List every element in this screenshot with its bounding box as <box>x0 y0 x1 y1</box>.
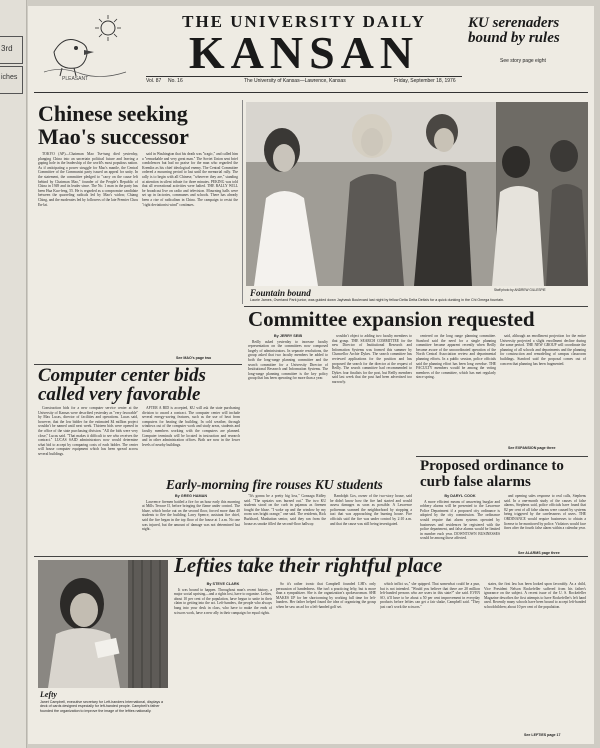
crowd-photo-icon <box>246 102 588 286</box>
article-text: AFTER A BID is accepted, KU will ask the state purchasing division to award a contract. The computer center will include several energy-saving features, such as the use of heat from computers for heating the building. In cold weather, through windows out of the computer work and study areas, students and faculty members working with the computers are planned. Computer terminals will be located in instruction and research and in other administration offices. Both are now in the lower levels of nearby buildings. <box>142 406 240 447</box>
lefties-column-2 <box>276 582 376 740</box>
lefty-photo <box>38 560 168 688</box>
lefty-photo-title: Lefty <box>40 690 57 699</box>
teaser-headline: KU serenaders bound by rules <box>468 15 560 46</box>
computer-column-1 <box>38 406 138 554</box>
article-text: said, although an enrollment projection for the entire University projected a slight enrollment decline during the same period. THE NEW GROUP will coordinate the planning of all schools and departments and the planning for construction and remodeling of campus classroom buildings. Stanford said the proposal comes out of concern that planning has been fragmented. <box>500 334 586 366</box>
article-text: which inflict us," she quipped. That somewhat could be a pun, but is not intended. "Would you believe that there are 20 million left-handed persons who are users in this state?" she said. EVEN SO, it'll have to be about a 50 per cent improvement in everyday products before lefties can get a fair shake, Campbell said. "They just can't work the scissors." <box>380 582 480 609</box>
newspaper-front-page <box>28 6 594 744</box>
fire-headline: Early-morning fire rouses KU students <box>166 477 383 492</box>
photo-title: Fountain bound <box>250 288 311 298</box>
masthead-divider <box>146 76 462 77</box>
computer-column-2 <box>142 406 240 476</box>
committee-column-3 <box>416 334 496 454</box>
article-text: states, the first law has been looked upon favorably. As a child, Vice President Nelson Rockefeller suffered from his father's ignorance on the subject. A recent issue of the U. S. Rockefeller Magazine describes the first attempts to have Rockefeller's left hand used. Recently many schools have been bound to accept left-handed schoolchildren; about 10 per cent of the population. <box>484 582 586 609</box>
article-text: It was bound to happen. Throughout man's recent history, a major social uprising—and a rights lost, have to organize. Lefties, about 10 per cent of the population, have begun to unite in their claim to getting into the act. Left-handers, the people who always bang into your desk in class, who have to make the ends of scissors work, have a new ally in their campaign for equal rights. <box>174 587 272 615</box>
fountain-photo <box>246 102 588 286</box>
adjacent-page-label: 3rd <box>1 44 13 53</box>
article-text: Construction bids for a new computer service center at the University of Kansas were described yesterday as "very favorable" by Max Lucas, director of facilities and operations. Lucas said, however, that the low bidder for the estimated $4 million project wouldn't be named until next week. Thirteen bids were opened in the office of the state purchasing division. "All the bids were very close," Lucas said. "That makes it difficult to see who receives the contract." LUCAS SAID administrators now would determine what bid to accept by comparing costs of each bidder. The center will house computer equipment which has been spread across several buildings. <box>38 406 138 456</box>
article-text: TOKYO (AP)—Chairman Mao Tse-tung died yesterday, plunging China into an uncertain political future and leaving a gaping hole in the leadership of the world's most populous nation. As if anticipating a power struggle for Mao's mantle, the Central Committee of the Communist party issued an appeal for unity. In the statement, the committee pledged to "carry on the cause left behind by Chairman Mao," founder of the People's Republic of China in 1949 and its leader since. The No. 1 man in the party has been Hua Kuo-feng, 55. He is regarded as a compromise candidate between the quarreling radicals led by Mao's widow, Chiang Ching, and the moderates led by followers of the late Premier Chou En-lai. <box>38 152 138 207</box>
article-text: "It's gonna be a pretty big loss," Gonzaga Ridley said. "The upstairs was burned out." The two KU students stood on the curb in pajamas as firemen fought the blaze. "I woke up and the window by my room was bright orange," one said. The residents, Rick Burkhard, Manhattan senior, said they ran from the house as smoke filled the second-floor hallway. <box>244 494 326 526</box>
committee-column-2 <box>332 334 412 454</box>
photo-caption: Laurie James, Overland Park junior, was guided down Jayhawk Boulevard last night by fellow Delta Delta Delta's for a quick dunking in the Chi Omega fountain. <box>250 298 504 302</box>
article-text: Reilly asked yesterday to increase faculty representation on the committees now composed largely of administrators. In separate resolutions, the group asked that two faculty members be added to both the long-range planning committee and the search committee for a University Director of Institutional Research and Information Systems. The long-range planning committee is the key policy group that has been operating for more than a year. <box>248 339 328 381</box>
ordinance-jump-line: See ALARMS page three <box>518 551 560 555</box>
issue-number: No. 16 <box>168 78 183 84</box>
lefties-headline: Lefties take their rightful place <box>174 553 443 577</box>
ordinance-headline: Proposed ordinance to curb false alarms <box>420 458 564 490</box>
china-column-2 <box>142 152 238 354</box>
committee-jump-line: See EXPANSION page three <box>508 446 556 450</box>
section-rule <box>416 456 588 457</box>
fire-column-1 <box>142 494 240 554</box>
masthead <box>34 10 588 93</box>
china-column-1 <box>38 152 138 360</box>
byline: By STEVE CLARK <box>206 582 240 586</box>
article-text: A more efficient means of answering burglar and robbery alarms will be presented to the Lawrence Police Department if a proposed city ordinance is adopted by the city commission. The ordinance would require that alarm systems operated by businesses and residences be registered with the police department, and false alarms would be limited in number each year. DOWNTOWN BUSINESSES would be among those affected. <box>420 499 500 541</box>
article-text: said in Washington that his death was "tragic," and called him a "remarkable and very great man." The Soviet Union sent brief condolences but had no praise for the man who regarded the Kremlin as his chief ideological enemy. The Central Committee ordered a mourning period to last until the memorial rally. The rally is to begin with all Chinese, "wherever they are," standing at attention in silent tribute for three minutes. PEKING was told that all recreational activities were halted. THE RALLY WILL be broadcast live on radio and television. Mourning halls were set up in factories, communes and schools. There has already been a rise of radicalism in China. The campaign to resist the "right deviationist wind" continues. <box>142 152 238 207</box>
china-headline: Chinese seeking Mao's successor <box>38 101 189 149</box>
committee-column-4 <box>500 334 586 446</box>
computer-headline: Computer center bids called very favorable <box>38 365 206 405</box>
byline: By JERRY SEIB <box>273 334 303 338</box>
fire-column-2 <box>244 494 326 554</box>
column-rule <box>242 100 243 304</box>
lefties-column-4 <box>484 582 586 732</box>
article-text: and opening sales response to real calls, Stephens said. In a one-month study of the causes of false alarms, Stephens said, police officials have found that 82 per cent of all false alarms were caused by systems being triggered by the carelessness of users. THE ORDINANCE would require businesses to obtain a license to be monitored by police. Violators would face fines after the fourth false alarm within a calendar year. <box>504 494 586 531</box>
byline: By DARYL COOK <box>444 494 476 498</box>
adjacent-page-label: iches <box>1 74 18 81</box>
article-text: centered on the long range planning committee. Stanford said the need for a single planning committee became apparent recently when Reilly became aware of the uncoordinated operation of the North Central Association review and departmental planning efforts. In a public session, police officials said the planning effort has been long overdue. THE FACULTY members would be among the voting members of the committee, which has met regularly since spring. <box>416 334 496 380</box>
masthead-top-line: THE UNIVERSITY DAILY <box>182 12 426 31</box>
article-text: wouldn't object to adding two faculty members to that group. THE SEARCH COMMITTEE for the new Director of Institutional Research and Information Systems was formed this summer by Chancellor Archie Dykes. The search committee has reviewed applications for the position and has proposed the search for the director at the request of Reilly. The search committee had recommended to Dykes four finalists for the post, but Reilly members said last week that the post had been advertised too narrowly. <box>332 334 412 384</box>
committee-headline: Committee expansion requested <box>248 307 535 331</box>
fire-column-3 <box>330 494 412 554</box>
woman-photo-icon <box>38 560 168 688</box>
teaser-reference: See story page eight <box>500 58 546 64</box>
adjacent-page-strip <box>0 0 27 748</box>
newspaper-name: KANSAN <box>188 27 420 78</box>
lefties-column-3 <box>380 582 480 740</box>
volume-label: Vol. 87 <box>146 78 162 84</box>
logo-caption: PLEASANT <box>62 76 89 82</box>
article-text: So it's rather ironic that Campbell founded LHI's only persuasion of handedness. She isn't a practicing lefty, but is more than a sympathizer. She is the organization's spokeswoman. SHE MAKES UP for her shortcoming by working full time for left-handers. Her father helped found the idea of organizing the group when he saw an ad for a left-handed golf set. <box>276 582 376 609</box>
publisher-line: The University of Kansas—Lawrence, Kansas <box>244 78 346 84</box>
byline: By GREG HAMAN <box>174 494 208 498</box>
article-text: Lawrence firemen battled a fire for an hour early this morning at Mills Terrace II, before bringing the flame under control. The blaze, which broke out on the second floor, forced more than 40 students to flee the building. Larry Spence, assistant fire chief, said the fire began in the top floor of the house at 1 a.m. No one was injured, but the amount of damage was not determined last night. <box>142 499 240 532</box>
article-text: Randolph Gos, owner of the two-story house, said he didn't know how the fire had started and would assess damages as soon as possible. A Lawrence policeman scanned the neighborhood by stopping a taxi that was approaching the burning house. Fire officials said the fire was under control by 2:10 a.m. and that the cause was still being investigated. <box>330 494 412 526</box>
lefties-jump-line: See LEFTIES page 17 <box>524 733 561 737</box>
photo-credit: Staff photo by ANDREW GILLESPIE <box>494 288 546 292</box>
jayhawk-logo <box>42 12 128 82</box>
ordinance-column-1 <box>420 494 500 556</box>
issue-date: Friday, September 18, 1976 <box>394 78 456 84</box>
ordinance-column-2 <box>504 494 586 550</box>
lefties-column-1 <box>174 582 272 740</box>
jayhawk-sun-icon <box>42 12 128 82</box>
committee-column-1 <box>248 334 328 452</box>
china-jump-line: See MAO's page two <box>176 356 212 360</box>
lefty-photo-caption: Janet Campbell, executive secretary for Left-handers International, displays a deck of cards designed especially for left-handed people. Campbell's father founded the organization to improve the image of the lefties nationally. <box>40 700 164 713</box>
